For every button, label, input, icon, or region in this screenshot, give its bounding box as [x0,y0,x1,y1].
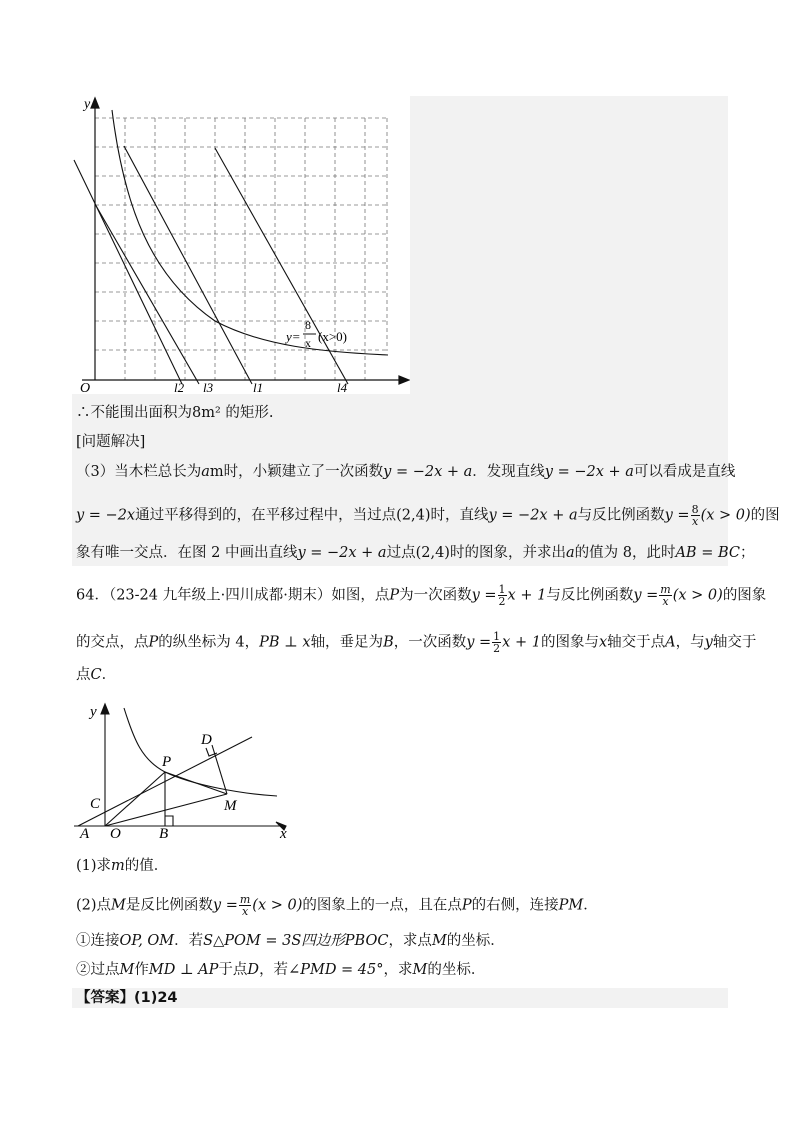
problem-64-line-3: 点C． [76,667,117,683]
question-2: (2)点M是反比例函数y = $\frac{m}{x}$ (x > 0)的图象上的一点，且在点P的右侧，连接PM． [76,893,598,918]
section-heading-problem-solving: [问题解决] [76,434,146,450]
fig2-point-b: B [159,826,169,840]
fig2-point-d: D [201,732,212,748]
fig1-l2-label: l2 [174,380,185,394]
problem-64-line-2: 的交点，点P的纵坐标为 4，PB ⊥ x轴，垂足为B，一次函数y = $\frac{1}{2}$ x + 1的图象与x轴交于点A，与y轴交于 [76,630,757,655]
text-line-conclusion: ∴不能围出面积为8m² 的矩形. [76,405,274,421]
text-line-translation: y = −2x通过平移得到的，在平移过程中，当过点(2,4)时，直线y = −2x + a与反比例函数y = $\frac{8}{x}$ (x > 0)的图 [76,503,780,528]
text-line-part3: （3）当木栏总长为am时，小颖建立了一次函数y = −2x + a．发现直线y = −2x + a可以看成是直线 [76,464,736,480]
text-line-unique-intersection: 象有唯一交点．在图 2 中画出直线y = −2x + a过点(2,4)时的图象，并求出a的值为 8，此时AB = BC； [76,545,755,561]
question-2-part-2: ②过点M作MD ⊥ AP于点D，若∠PMD = 45°，求M的坐标． [76,962,486,978]
answer-line: 【答案】(1)24 [76,990,178,1006]
fig1-l1-label: l1 [253,380,264,394]
question-1: (1)求m的值． [76,858,169,874]
figure-1-graph [72,96,410,394]
fig2-point-c: C [90,796,101,812]
fig1-y-label: y [84,97,91,112]
fig2-point-a: A [80,826,90,840]
solution-block-background [410,96,728,394]
fig1-l3-label: l3 [203,380,214,394]
fig2-point-m: M [224,798,237,814]
fig1-l4-label: l4 [337,380,348,394]
problem-64-line-1: 64．（23-24 九年级上·四川成都·期末）如图，点P为一次函数y = $\frac{1}{2}$ x + 1与反比例函数y = $\frac{m}{x}$ (x > 0)的图象 [76,583,767,608]
fig2-point-p: P [162,754,172,770]
fig2-x-label: x [280,826,287,840]
question-2-part-1: ①连接OP, OM．若S△POM = 3S四边形PBOC，求点M的坐标． [76,933,505,949]
figure-2-graph [72,700,302,840]
fig1-curve-label-num: 8 [305,318,311,332]
fig2-origin: O [110,826,121,840]
fig2-y-label: y [90,704,97,720]
fig1-origin: O [80,381,91,394]
fig1-curve-label-den: x [305,336,311,350]
fig1-curve-label-cond: (x>0) [318,329,347,344]
fig1-curve-label-y: y= [286,329,301,344]
